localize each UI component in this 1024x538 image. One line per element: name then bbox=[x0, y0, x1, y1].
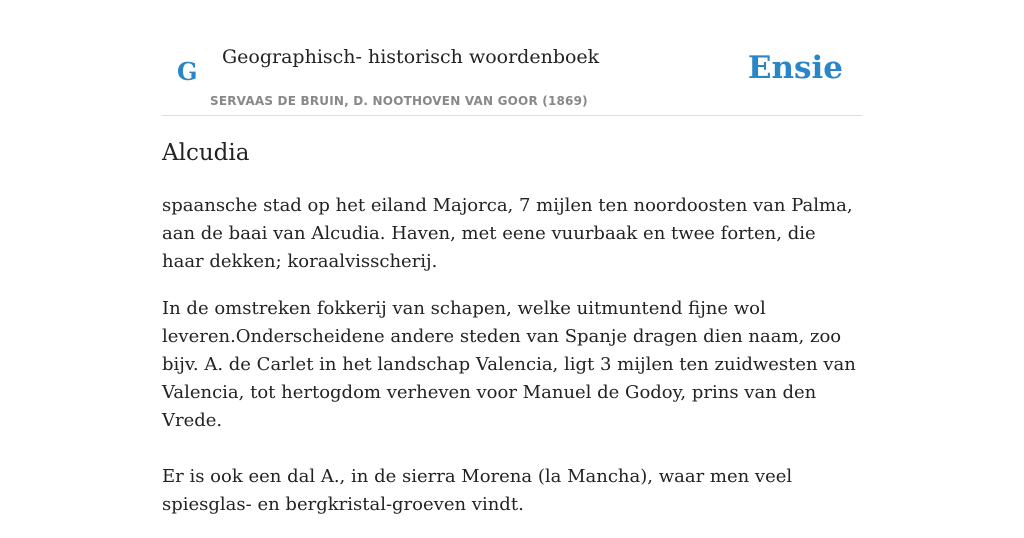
header bbox=[162, 0, 862, 116]
entry-title: Alcudia bbox=[162, 140, 250, 166]
page bbox=[162, 0, 862, 515]
entry-paragraph: spaansche stad op het eiland Majorca, 7 mijlen ten noordoosten van Palma, aan de baai van Alcudia. Haven, met eene vuurbaak en twee forten, die haar dekken; koraalvisscherij. bbox=[162, 195, 853, 272]
entry-paragraph: In de omstreken fokkerij van schapen, welke uitmuntend fijne wol leveren.Onderscheidene andere steden van Spanje dragen dien naam, zoo bijv. A. de Carlet in het landschap Valencia, ligt 3 mijlen ten zuidwesten van Valencia, tot hertogdom verheven voor Manuel de Godoy, prins van den Vrede. Er is ook een dal A., in de sierra Morena (la Mancha), waar men veel spiesglas- en bergkristal-groeven vindt. bbox=[162, 298, 856, 515]
book-title[interactable]: Geographisch- historisch woordenboek bbox=[222, 46, 600, 68]
book-authors: SERVAAS DE BRUIN, D. NOOTHOVEN VAN GOOR (1869) bbox=[210, 94, 588, 108]
entry-body bbox=[162, 192, 862, 538]
book-logo-icon[interactable]: G bbox=[177, 57, 198, 86]
brand-logo[interactable]: Ensie bbox=[747, 50, 843, 86]
